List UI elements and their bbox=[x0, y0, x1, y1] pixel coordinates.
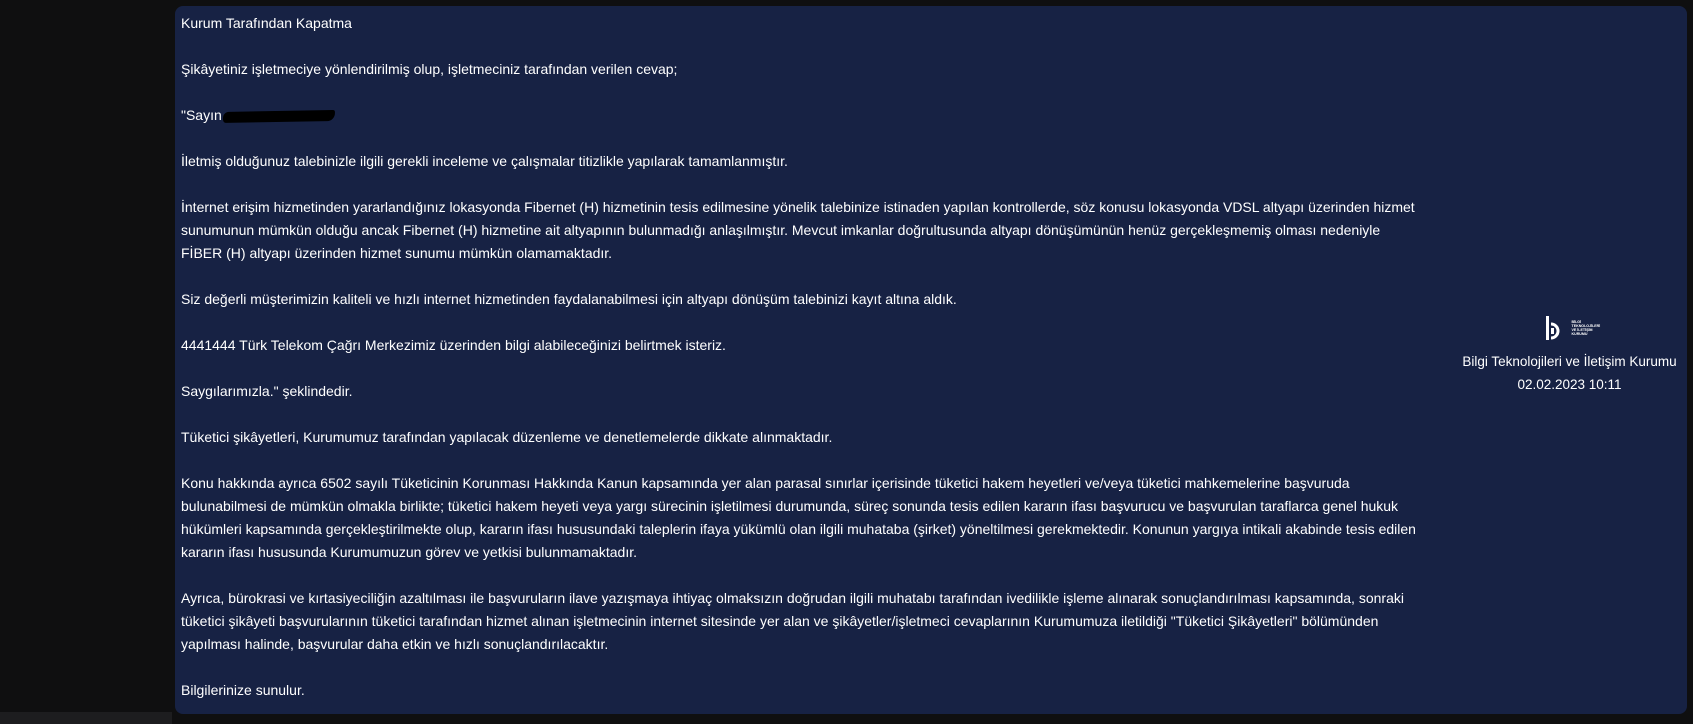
logo-text: BİLGİ TEKNOLOJİLERİ VE İLETİŞİM KURUMU bbox=[1571, 319, 1601, 337]
message-paragraph-1: İletmiş olduğunuz talebinizle ilgili gerekli inceleme ve çalışmalar titizlikle yapılarak tamamlanmıştır. bbox=[181, 153, 788, 169]
message-paragraph-2: İnternet erişim hizmetinden yararlandığınız lokasyonda Fibernet (H) hizmetinin tesis edilmesine yönelik talebinize istinaden yapılan kontrollerde, söz konusu lokasyonda VDSL altyapı üzerinden hizmet sunumunun mümkün olduğu ancak Fibernet (H) hizmetine ait altyapının bulunmadığı anlaşılmıştır. Mevcut imkanlar doğrultusunda altyapı dönüşümünün henüz gerçekleşmemiş olması nedeniyle FİBER (H) altyapı üzerinden hizmet sunumu mümkün olamamaktadır. bbox=[181, 199, 1415, 261]
message-heading: Kurum Tarafından Kapatma bbox=[181, 15, 352, 31]
bottom-strip bbox=[0, 712, 172, 724]
message-paragraph-8: Ayrıca, bürokrasi ve kırtasiyeciliğin azaltılması ile başvuruların ilave yazışmaya ihtiyaç olmaksızın doğrudan ilgili muhatabı tarafından ivedilikle işleme alınarak sonuçlandırılması kapsamında, sonraki tüketici şikâyeti başvurularının tüketici tarafından hizmet alınan işletmecinin internet sitesinde yer alan ve şikâyetler/işletmeci cevaplarının Kurumumuza iletildiği "Tüketici Şikâyetleri" bölümünden yapılması halinde, başvurular daha etkin ve hızlı sonuçlandırılacaktır. bbox=[181, 590, 1404, 652]
message-paragraph-6: Tüketici şikâyetleri, Kurumumuz tarafından yapılacak düzenleme ve denetlemelerde dikkate alınmaktadır. bbox=[181, 429, 833, 445]
btk-logo-mark bbox=[1542, 314, 1568, 342]
message-body bbox=[181, 12, 1421, 702]
salutation-text: "Sayın bbox=[181, 107, 222, 123]
redacted-name bbox=[223, 110, 335, 123]
message-closing: Bilgilerinize sunulur. bbox=[181, 682, 305, 698]
btk-logo-icon bbox=[1542, 314, 1601, 342]
message-panel bbox=[175, 6, 1687, 714]
message-paragraph-4: 4441444 Türk Telekom Çağrı Merkezimiz üzerinden bilgi alabileceğinizi belirtmek isteriz. bbox=[181, 337, 726, 353]
sender-info bbox=[1452, 314, 1687, 396]
message-paragraph-7: Konu hakkında ayrıca 6502 sayılı Tüketicinin Korunması Hakkında Kanun kapsamında yer alan parasal sınırlar içerisinde tüketici hakem heyetleri ve/veya tüketici mahkemelerine başvuruda bulunabilmesi de mümkün olmakla birlikte; tüketici hakem heyeti veya yargı sürecinin işletilmesi durumunda, süreç sonunda tesis edilen kararın ifası başvurucu ve başvurulan taraflarca genel hukuk hükümleri kapsamında gerçekleştirilmekte olup, kararın ifası hususundaki taleplerin ifaya yükümlü olan ilgili muhataba (şirket) yöneltilmesi gerekmektedir. Konunun yargıya intikali akabinde tesis edilen kararın ifası hususunda Kurumumuzun görev ve yetkisi bulunmamaktadır. bbox=[181, 475, 1416, 560]
sender-timestamp: 02.02.2023 10:11 bbox=[1517, 377, 1622, 392]
message-paragraph-3: Siz değerli müşterimizin kaliteli ve hızlı internet hizmetinden faydalanabilmesi için altyapı dönüşüm talebinizi kayıt altına aldık. bbox=[181, 291, 957, 307]
sender-name: Bilgi Teknolojileri ve İletişim Kurumu bbox=[1462, 354, 1677, 369]
salutation-line bbox=[181, 104, 1421, 127]
message-paragraph-5: Saygılarımızla." şeklindedir. bbox=[181, 383, 353, 399]
message-intro: Şikâyetiniz işletmeciye yönlendirilmiş olup, işletmeciniz tarafından verilen cevap; bbox=[181, 61, 678, 77]
